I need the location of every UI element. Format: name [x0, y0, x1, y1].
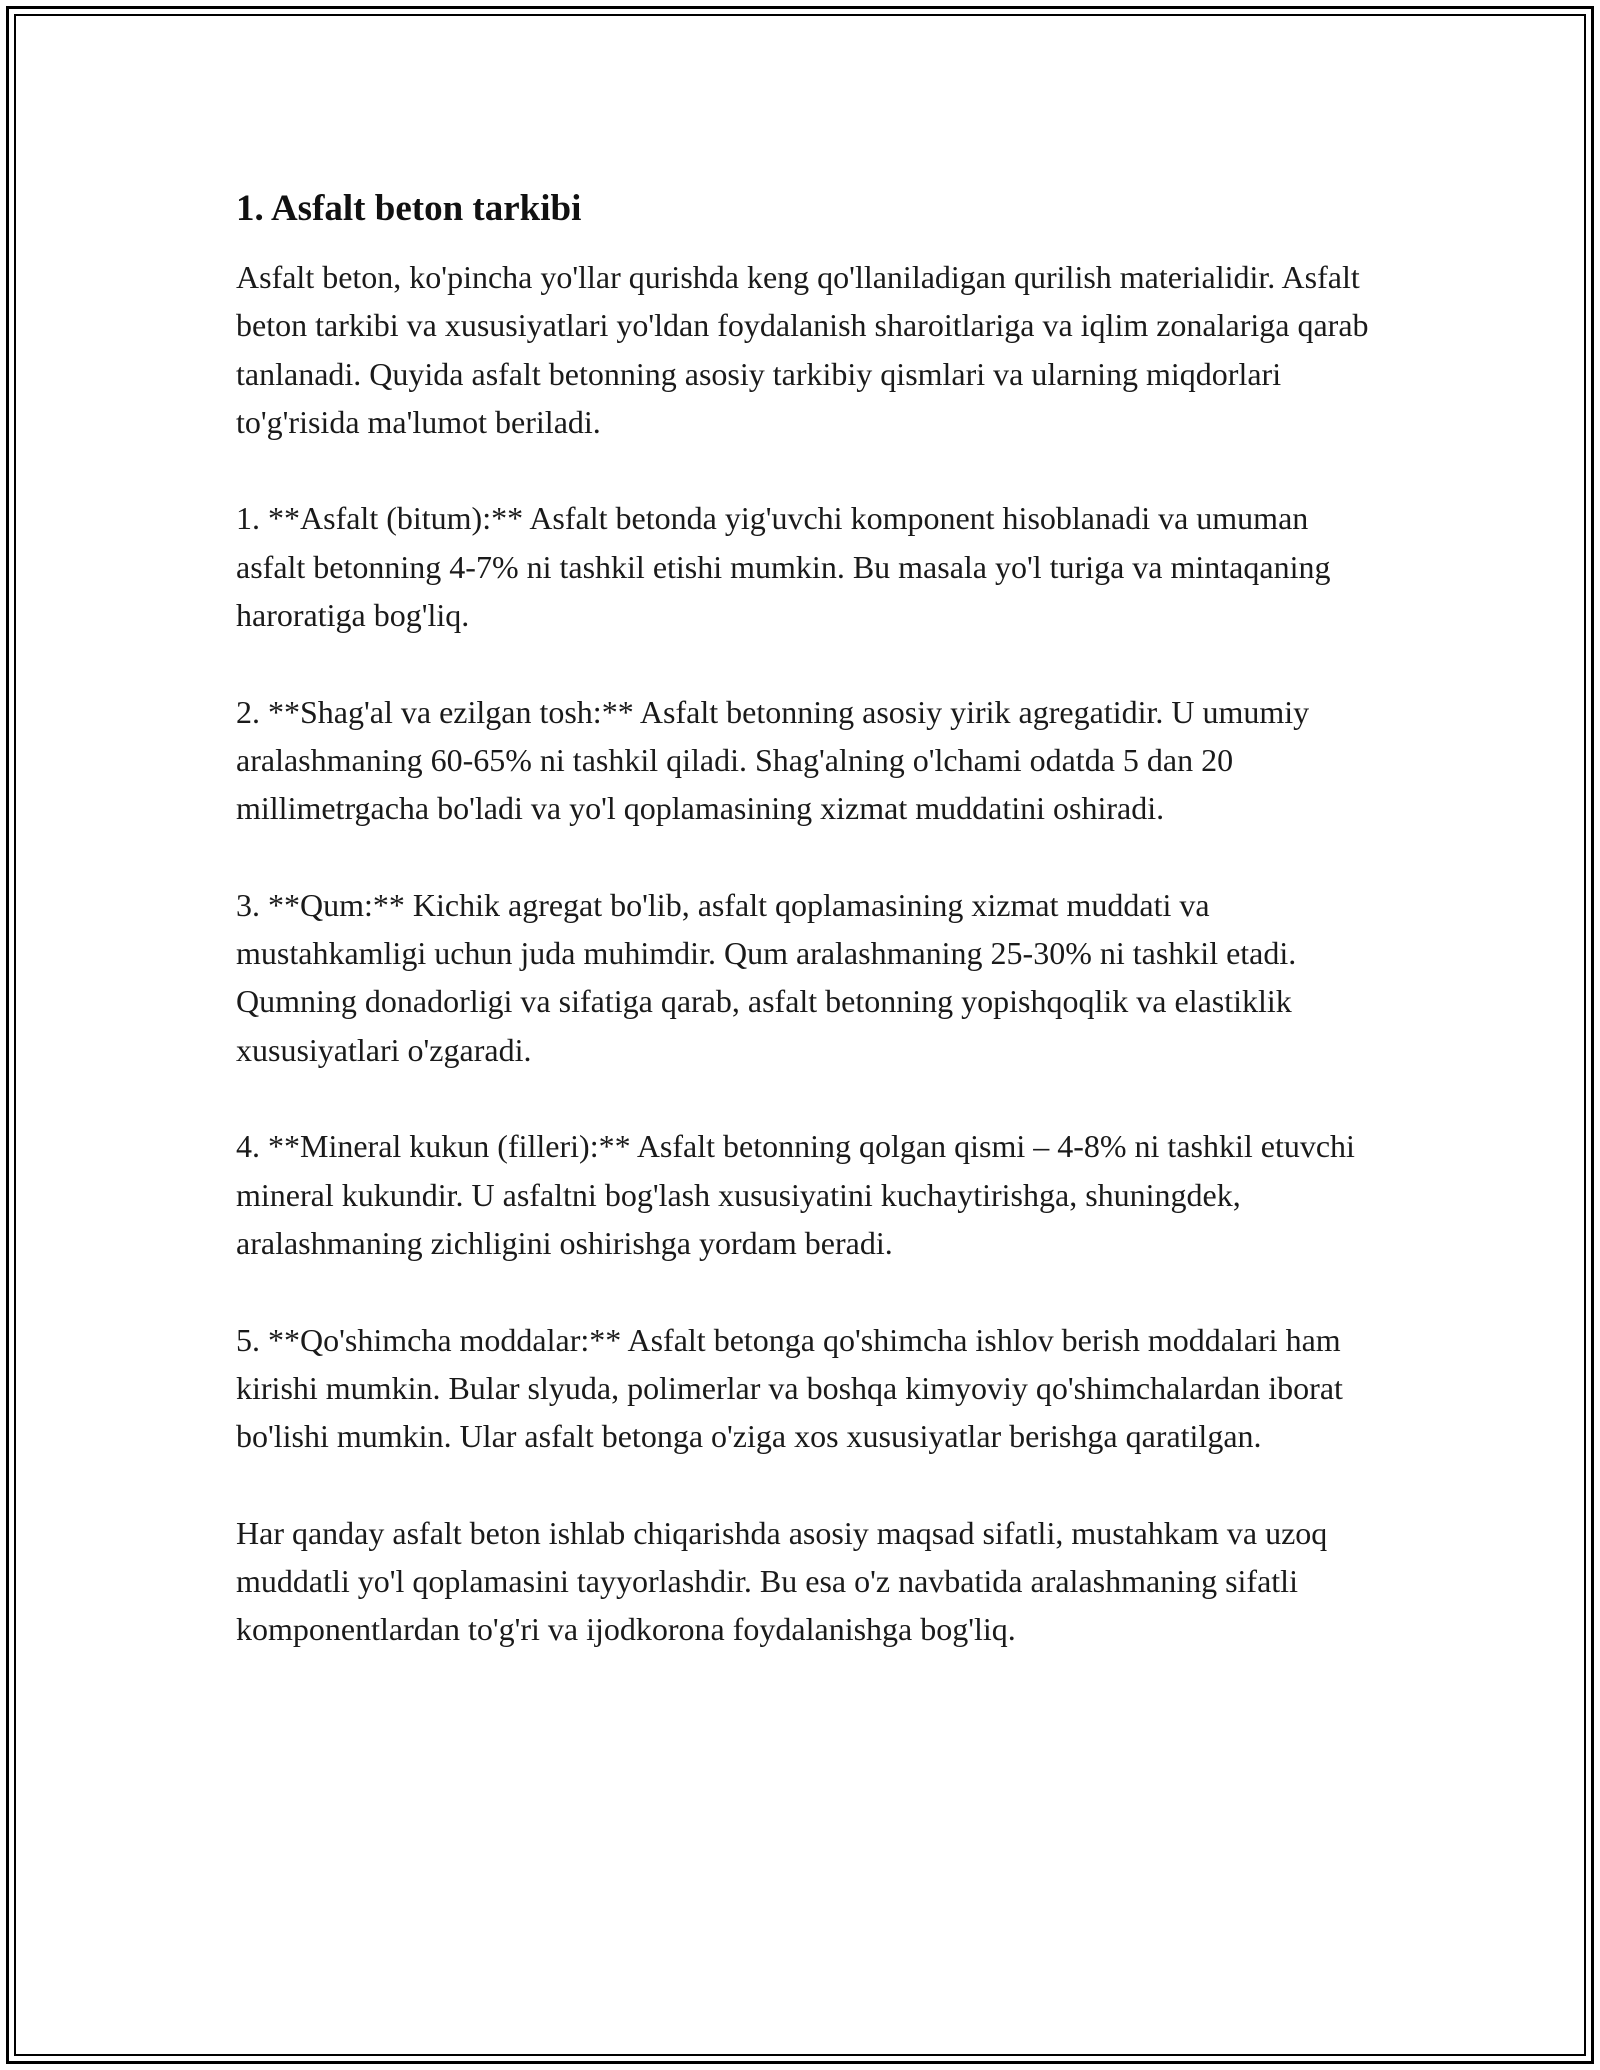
intro-paragraph: Asfalt beton, ko'pincha yo'llar qurishda keng qo'llaniladigan qurilish materialidir. Asfalt beton tarkibi va xususiyatlari yo'ldan foydalanish sharoitlariga va iqlim zonalariga qarab tanlanadi. Quyida asfalt betonning asosiy tarkibiy qismlari va ularning miqdorlari to'g'risida ma'lumot beriladi.	[236, 259, 1369, 440]
document-body	[236, 185, 1376, 1654]
list-item-qum: 3. **Qum:** Kichik agregat bo'lib, asfalt qoplamasining xizmat muddati va mustahkamligi uchun juda muhimdir. Qum aralashmaning 25-30% ni tashkil etadi. Qumning donadorligi va sifatiga qarab, asfalt betonning yopishqoqlik va elastiklik xususiyatlari o'zgaradi.	[236, 886, 1297, 1068]
conclusion-paragraph: Har qanday asfalt beton ishlab chiqarishda asosiy maqsad sifatli, mustahkam va uzoq muddatli yo'l qoplamasini tayyorlashdir. Bu esa o'z navbatida aralashmaning sifatli komponentlardan to'g'ri va ijodkorona foydalanishga bog'liq.	[236, 1514, 1328, 1648]
list-item-asfalt: 1. **Asfalt (bitum):** Asfalt betonda yig'uvchi komponent hisoblanadi va umuman asfalt betonning 4-7% ni tashkil etishi mumkin. Bu masala yo'l turiga va mintaqaning haroratiga bog'liq.	[236, 500, 1331, 634]
section-heading: 1. Asfalt beton tarkibi	[236, 188, 582, 229]
list-item-shagal: 2. **Shag'al va ezilgan tosh:** Asfalt betonning asosiy yirik agregatidir. U umumiy aralashmaning 60-65% ni tashkil qiladi. Shag'alning o'lchami odatda 5 dan 20 millimetrgacha bo'ladi va yo'l qoplamasining xizmat muddatini oshiradi.	[236, 693, 1310, 827]
list-item-mineral-kukun: 4. **Mineral kukun (filleri):** Asfalt betonning qolgan qismi – 4-8% ni tashkil etuvchi mineral kukundir. U asfaltni bog'lash xususiyatini kuchaytirishga, shuningdek, aralashmaning zichligini oshirishga yordam beradi.	[236, 1128, 1355, 1261]
list-item-qoshimcha-moddalar: 5. **Qo'shimcha moddalar:** Asfalt betonga qo'shimcha ishlov berish moddalari ham kirishi mumkin. Bular slyuda, polimerlar va boshqa kimyoviy qo'shimchalardan iborat bo'lishi mumkin. Ular asfalt betonga o'ziga xos xususiyatlar berishga qaratilgan.	[236, 1321, 1343, 1455]
